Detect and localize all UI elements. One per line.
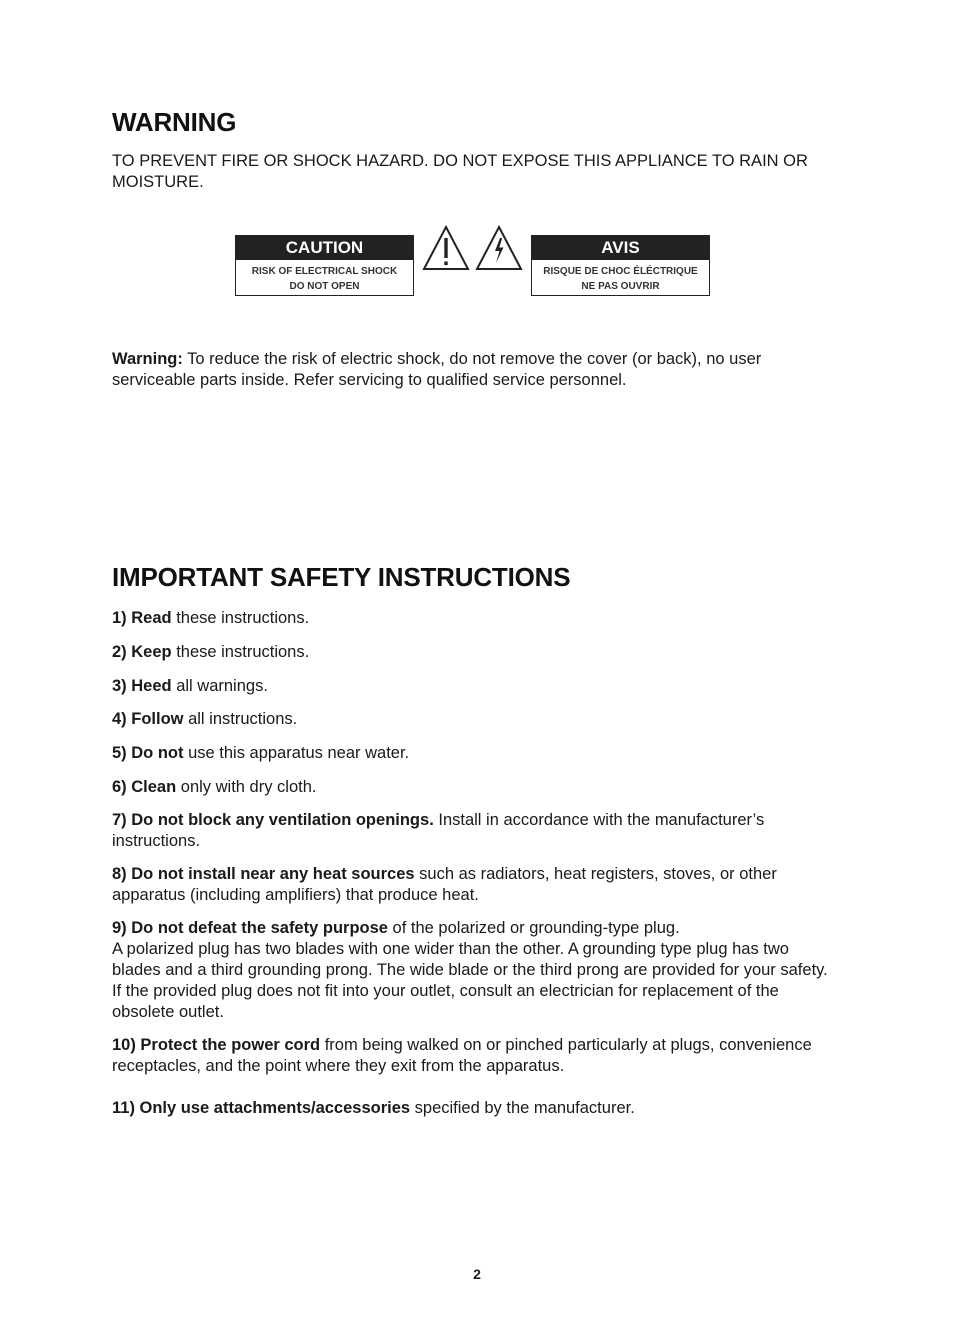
- item-text: such as radiators, heat registers, stoves, or other apparatus (including amplifiers) that produce heat.: [112, 865, 777, 904]
- item-text: from being walked on or pinched particularly at plugs, convenience receptacles, and the point where they exit from the apparatus.: [112, 1036, 812, 1075]
- avis-heading: AVIS: [532, 236, 709, 260]
- caution-text: [236, 260, 413, 294]
- caution-labels: [235, 224, 715, 299]
- list-item: [112, 676, 832, 697]
- lightning-triangle-icon: [475, 224, 523, 272]
- item-text: all instructions.: [183, 710, 298, 728]
- warning-note: [112, 349, 832, 391]
- warning-heading: WARNING: [112, 107, 237, 137]
- list-item: [112, 642, 832, 663]
- exclamation-triangle-icon: [422, 224, 470, 272]
- list-item: [112, 918, 832, 1023]
- item-lead: 3) Heed: [112, 677, 172, 695]
- item-lead: 5) Do not: [112, 744, 184, 762]
- warning-note-lead: Warning:: [112, 350, 183, 368]
- item-extra-text: A polarized plug has two blades with one wider than the other. A grounding type plug has two blades and a third grounding prong. The wide blade or the third prong are provided for your safety. If the provided plug does not fit into your outlet, consult an electrician for replacement of the obsolete outlet.: [112, 940, 828, 1021]
- safety-list: [112, 608, 832, 1119]
- list-item: [112, 1035, 832, 1077]
- item-lead: 10) Protect the power cord: [112, 1036, 321, 1054]
- item-text: these instructions.: [171, 643, 310, 661]
- avis-text: [532, 260, 709, 294]
- list-item: [112, 810, 832, 852]
- avis-line-2: NE PAS OUVRIR: [581, 281, 660, 292]
- list-item: [112, 864, 832, 906]
- page-number: 2: [473, 1266, 481, 1282]
- item-lead: 7) Do not block any ventilation openings.: [112, 811, 434, 829]
- caution-line-2: DO NOT OPEN: [289, 281, 360, 292]
- item-text: only with dry cloth.: [176, 778, 317, 796]
- avis-label: [531, 235, 710, 296]
- item-lead: 4) Follow: [112, 710, 184, 728]
- caution-heading: CAUTION: [236, 236, 413, 260]
- item-text: all warnings.: [171, 677, 268, 695]
- list-item: [112, 709, 832, 730]
- item-lead: 6) Clean: [112, 778, 177, 796]
- item-lead: 1) Read: [112, 609, 172, 627]
- item-lead: 2) Keep: [112, 643, 172, 661]
- list-item: [112, 743, 832, 764]
- item-text: of the polarized or grounding-type plug.: [387, 919, 680, 937]
- avis-line-1: RISQUE DE CHOC ÉLÉCTRIQUE: [543, 266, 698, 277]
- item-text: specified by the manufacturer.: [410, 1099, 635, 1117]
- safety-heading: IMPORTANT SAFETY INSTRUCTIONS: [112, 562, 571, 592]
- item-lead: 9) Do not defeat the safety purpose: [112, 919, 388, 937]
- list-item: [112, 608, 832, 629]
- warning-intro: TO PREVENT FIRE OR SHOCK HAZARD. DO NOT EXPOSE THIS APPLIANCE TO RAIN OR MOISTURE.: [112, 152, 808, 191]
- item-text: Install in accordance with the manufacturer’s instructions.: [112, 811, 765, 850]
- warning-note-text: To reduce the risk of electric shock, do not remove the cover (or back), no user serviceable parts inside. Refer servicing to qualified service personnel.: [112, 350, 762, 389]
- item-text: use this apparatus near water.: [183, 744, 410, 762]
- list-item: [112, 777, 832, 798]
- caution-label: [235, 235, 414, 296]
- item-lead: 8) Do not install near any heat sources: [112, 865, 415, 883]
- item-text: these instructions.: [171, 609, 310, 627]
- item-lead: 11) Only use attachments/accessories: [112, 1099, 411, 1117]
- list-item: [112, 1098, 832, 1119]
- caution-line-1: RISK OF ELECTRICAL SHOCK: [251, 266, 398, 277]
